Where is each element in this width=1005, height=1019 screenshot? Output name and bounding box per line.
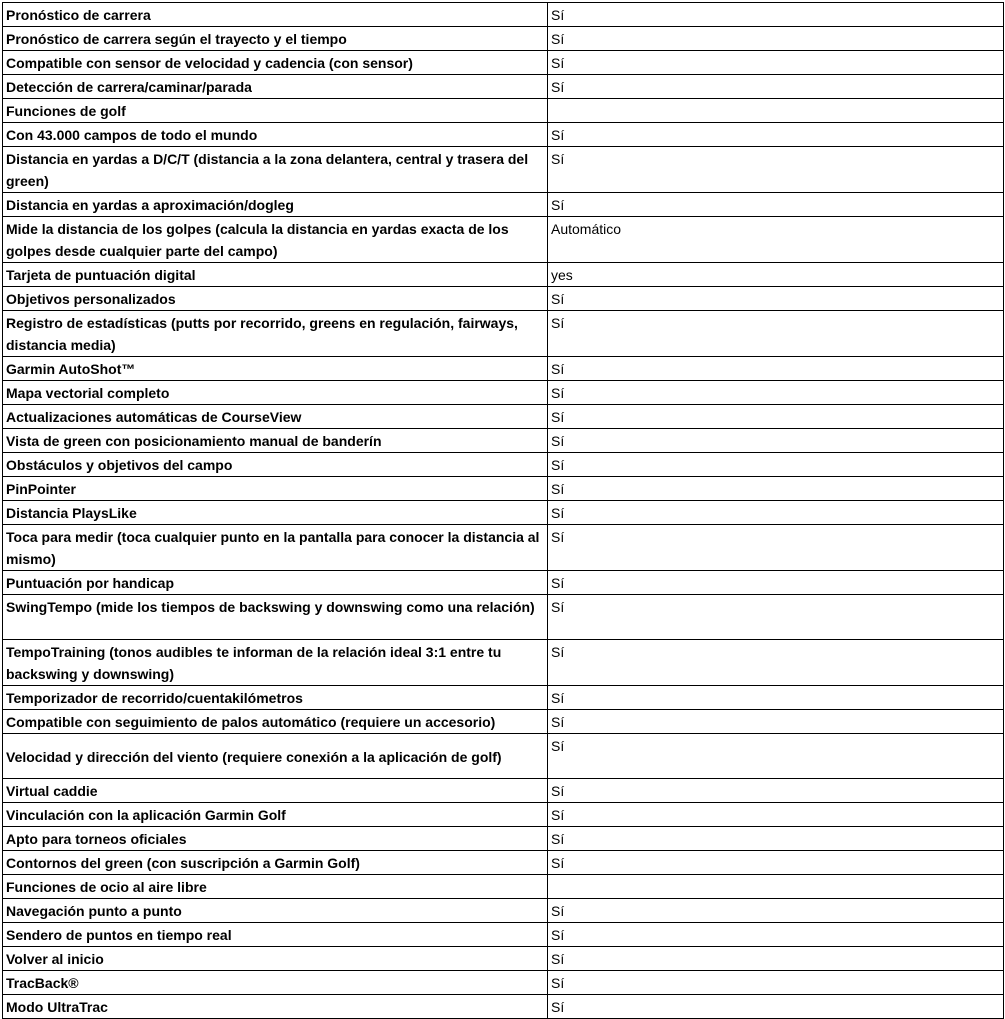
feature-value[interactable]: Sí (548, 147, 1004, 193)
feature-value[interactable]: Sí (548, 571, 1004, 595)
table-row (3, 75, 1004, 99)
feature-label[interactable]: Vista de green con posicionamiento manual de banderín (3, 429, 548, 453)
feature-value[interactable]: Sí (548, 779, 1004, 803)
feature-value[interactable]: Sí (548, 595, 1004, 640)
feature-label[interactable]: Con 43.000 campos de todo el mundo (3, 123, 548, 147)
feature-value[interactable]: Sí (548, 971, 1004, 995)
feature-label[interactable]: Pronóstico de carrera (3, 3, 548, 27)
feature-value[interactable]: Sí (548, 477, 1004, 501)
feature-label[interactable]: TempoTraining (tonos audibles te informan de la relación ideal 3:1 entre tu backswing y downswing) (3, 640, 548, 686)
table-row (3, 686, 1004, 710)
feature-label[interactable]: Distancia en yardas a aproximación/dogleg (3, 193, 548, 217)
feature-value[interactable]: Sí (548, 525, 1004, 571)
feature-value[interactable]: Sí (548, 357, 1004, 381)
feature-value[interactable]: Automático (548, 217, 1004, 263)
feature-value[interactable]: Sí (548, 287, 1004, 311)
table-row (3, 263, 1004, 287)
table-row (3, 429, 1004, 453)
feature-label[interactable]: Obstáculos y objetivos del campo (3, 453, 548, 477)
feature-label[interactable]: Puntuación por handicap (3, 571, 548, 595)
feature-value[interactable]: Sí (548, 851, 1004, 875)
feature-value[interactable]: Sí (548, 501, 1004, 525)
feature-label[interactable]: Tarjeta de puntuación digital (3, 263, 548, 287)
feature-label[interactable]: Toca para medir (toca cualquier punto en la pantalla para conocer la distancia al mismo) (3, 525, 548, 571)
feature-label[interactable]: Virtual caddie (3, 779, 548, 803)
feature-label[interactable]: Sendero de puntos en tiempo real (3, 923, 548, 947)
feature-label[interactable]: Distancia en yardas a D/C/T (distancia a la zona delantera, central y trasera del green) (3, 147, 548, 193)
feature-label[interactable]: Temporizador de recorrido/cuentakilómetros (3, 686, 548, 710)
feature-value[interactable]: Sí (548, 51, 1004, 75)
table-row (3, 851, 1004, 875)
table-row (3, 710, 1004, 734)
table-row (3, 405, 1004, 429)
feature-value[interactable]: Sí (548, 995, 1004, 1019)
feature-value[interactable] (548, 875, 1004, 899)
feature-label[interactable]: Mapa vectorial completo (3, 381, 548, 405)
feature-label[interactable]: Compatible con seguimiento de palos automático (requiere un accesorio) (3, 710, 548, 734)
feature-label[interactable]: Pronóstico de carrera según el trayecto y el tiempo (3, 27, 548, 51)
feature-label[interactable]: Registro de estadísticas (putts por recorrido, greens en regulación, fairways, distancia media) (3, 311, 548, 357)
feature-label[interactable]: SwingTempo (mide los tiempos de backswing y downswing como una relación) (3, 595, 548, 640)
feature-value[interactable]: Sí (548, 429, 1004, 453)
table-row (3, 381, 1004, 405)
feature-label[interactable]: Velocidad y dirección del viento (requiere conexión a la aplicación de golf) (3, 734, 548, 779)
feature-value[interactable]: Sí (548, 75, 1004, 99)
table-row (3, 123, 1004, 147)
features-table (2, 2, 1004, 1019)
table-row (3, 571, 1004, 595)
feature-value[interactable]: Sí (548, 311, 1004, 357)
features-table-body (3, 3, 1004, 1019)
feature-label[interactable]: Objetivos personalizados (3, 287, 548, 311)
feature-value[interactable]: Sí (548, 27, 1004, 51)
feature-value[interactable]: Sí (548, 686, 1004, 710)
section-header-label[interactable]: Funciones de ocio al aire libre (3, 875, 548, 899)
feature-label[interactable]: Apto para torneos oficiales (3, 827, 548, 851)
table-row (3, 803, 1004, 827)
table-row (3, 287, 1004, 311)
feature-value[interactable]: Sí (548, 803, 1004, 827)
feature-label[interactable]: Distancia PlaysLike (3, 501, 548, 525)
feature-value[interactable]: yes (548, 263, 1004, 287)
table-row (3, 899, 1004, 923)
table-row (3, 779, 1004, 803)
feature-label[interactable]: Compatible con sensor de velocidad y cadencia (con sensor) (3, 51, 548, 75)
feature-value[interactable]: Sí (548, 640, 1004, 686)
table-row (3, 217, 1004, 263)
table-row (3, 147, 1004, 193)
table-row (3, 923, 1004, 947)
table-row (3, 595, 1004, 640)
feature-label[interactable]: Mide la distancia de los golpes (calcula la distancia en yardas exacta de los golpes desde cualquier parte del campo) (3, 217, 548, 263)
feature-value[interactable]: Sí (548, 193, 1004, 217)
table-row (3, 971, 1004, 995)
feature-label[interactable]: PinPointer (3, 477, 548, 501)
feature-value[interactable]: Sí (548, 923, 1004, 947)
feature-label[interactable]: Detección de carrera/caminar/parada (3, 75, 548, 99)
table-row (3, 311, 1004, 357)
feature-label[interactable]: Volver al inicio (3, 947, 548, 971)
table-row (3, 357, 1004, 381)
feature-label[interactable]: Actualizaciones automáticas de CourseView (3, 405, 548, 429)
feature-value[interactable] (548, 99, 1004, 123)
table-row (3, 995, 1004, 1019)
table-row (3, 27, 1004, 51)
table-row (3, 51, 1004, 75)
feature-value[interactable]: Sí (548, 947, 1004, 971)
feature-label[interactable]: Garmin AutoShot™ (3, 357, 548, 381)
section-header-row (3, 99, 1004, 123)
feature-value[interactable]: Sí (548, 123, 1004, 147)
feature-value[interactable]: Sí (548, 453, 1004, 477)
feature-value[interactable]: Sí (548, 381, 1004, 405)
feature-value[interactable]: Sí (548, 899, 1004, 923)
feature-value[interactable]: Sí (548, 3, 1004, 27)
table-row (3, 501, 1004, 525)
feature-value[interactable]: Sí (548, 710, 1004, 734)
section-header-row (3, 875, 1004, 899)
feature-value[interactable]: Sí (548, 405, 1004, 429)
table-row (3, 193, 1004, 217)
table-row (3, 947, 1004, 971)
table-row (3, 734, 1004, 779)
spec-sheet (2, 2, 1004, 1019)
section-header-label[interactable]: Funciones de golf (3, 99, 548, 123)
feature-value[interactable]: Sí (548, 734, 1004, 779)
feature-label[interactable]: Modo UltraTrac (3, 995, 548, 1019)
feature-label[interactable]: Vinculación con la aplicación Garmin Golf (3, 803, 548, 827)
table-row (3, 640, 1004, 686)
feature-label[interactable]: Contornos del green (con suscripción a Garmin Golf) (3, 851, 548, 875)
table-row (3, 827, 1004, 851)
feature-label[interactable]: Navegación punto a punto (3, 899, 548, 923)
table-row (3, 477, 1004, 501)
table-row (3, 453, 1004, 477)
table-row (3, 3, 1004, 27)
feature-value[interactable]: Sí (548, 827, 1004, 851)
feature-label[interactable]: TracBack® (3, 971, 548, 995)
table-row (3, 525, 1004, 571)
